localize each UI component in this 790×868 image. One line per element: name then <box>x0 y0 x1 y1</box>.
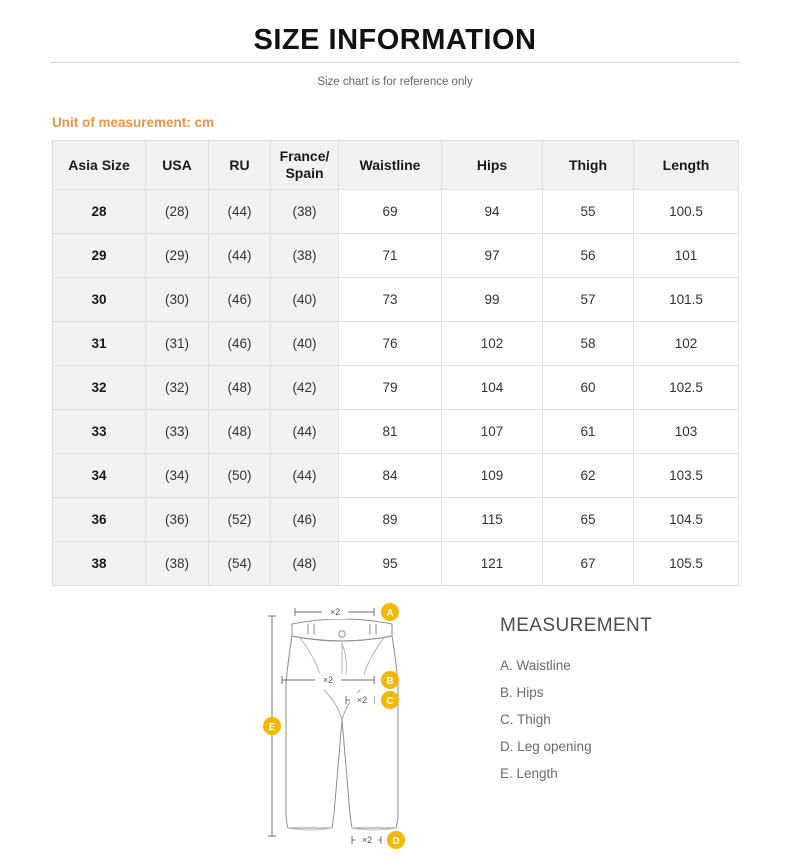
cell-asia-size: 28 <box>53 190 146 234</box>
size-chart-table <box>52 140 739 586</box>
cell-asia-size: 32 <box>53 366 146 410</box>
measurement-legend-item: C. Thigh <box>500 712 551 727</box>
cell-ru: (46) <box>209 322 271 366</box>
diagram-marker-b-label: B <box>386 676 394 687</box>
cell-usa: (34) <box>146 454 209 498</box>
column-header-usa: USA <box>146 141 209 190</box>
cell-usa: (28) <box>146 190 209 234</box>
cell-thigh: 61 <box>543 410 634 454</box>
cell-length: 104.5 <box>634 498 739 542</box>
cell-asia-size: 38 <box>53 542 146 586</box>
column-header-france-line: France/ <box>279 148 330 164</box>
diagram-marker-e <box>263 717 281 735</box>
measurement-legend-item: D. Leg opening <box>500 739 592 754</box>
cell-france-spain: (44) <box>271 454 339 498</box>
cell-ru: (44) <box>209 190 271 234</box>
cell-waistline: 95 <box>339 542 442 586</box>
cell-asia-size: 30 <box>53 278 146 322</box>
cell-france-spain: (48) <box>271 542 339 586</box>
dimension-label-leg-opening: ×2 <box>361 835 373 845</box>
cell-asia-size: 34 <box>53 454 146 498</box>
cell-usa: (32) <box>146 366 209 410</box>
cell-hips: 115 <box>442 498 543 542</box>
table-row <box>53 190 739 234</box>
cell-thigh: 55 <box>543 190 634 234</box>
cell-ru: (52) <box>209 498 271 542</box>
table-row <box>53 410 739 454</box>
dimension-label-thigh: ×2 <box>356 695 368 705</box>
table-row <box>53 454 739 498</box>
cell-waistline: 81 <box>339 410 442 454</box>
table-row <box>53 234 739 278</box>
table-row <box>53 542 739 586</box>
table-row <box>53 366 739 410</box>
table-header-row <box>53 141 739 190</box>
cell-length: 102 <box>634 322 739 366</box>
cell-usa: (31) <box>146 322 209 366</box>
cell-waistline: 89 <box>339 498 442 542</box>
cell-length: 101 <box>634 234 739 278</box>
column-header-waistline: Waistline <box>339 141 442 190</box>
cell-ru: (48) <box>209 366 271 410</box>
measurement-legend-list <box>500 652 760 787</box>
column-header-asia-size: Asia Size <box>53 141 146 190</box>
table-row <box>53 498 739 542</box>
cell-france-spain: (42) <box>271 366 339 410</box>
cell-length: 100.5 <box>634 190 739 234</box>
cell-hips: 109 <box>442 454 543 498</box>
cell-usa: (29) <box>146 234 209 278</box>
cell-thigh: 60 <box>543 366 634 410</box>
measurement-legend-item: E. Length <box>500 766 558 781</box>
cell-asia-size: 33 <box>53 410 146 454</box>
cell-hips: 97 <box>442 234 543 278</box>
cell-thigh: 57 <box>543 278 634 322</box>
measurement-legend-title: MEASUREMENT <box>500 615 653 636</box>
cell-asia-size: 31 <box>53 322 146 366</box>
title-divider <box>50 62 740 63</box>
measurement-legend-item: A. Waistline <box>500 658 571 673</box>
cell-hips: 102 <box>442 322 543 366</box>
cell-usa: (33) <box>146 410 209 454</box>
cell-thigh: 58 <box>543 322 634 366</box>
dimension-label-hips: ×2 <box>322 675 334 685</box>
cell-waistline: 71 <box>339 234 442 278</box>
diagram-marker-b <box>381 671 399 689</box>
cell-waistline: 84 <box>339 454 442 498</box>
cell-thigh: 65 <box>543 498 634 542</box>
diagram-marker-a-label: A <box>386 608 394 619</box>
column-header-length: Length <box>634 141 739 190</box>
diagram-marker-c <box>381 691 399 709</box>
column-header-france-spain <box>271 141 339 190</box>
subtitle: Size chart is for reference only <box>317 76 473 88</box>
cell-usa: (38) <box>146 542 209 586</box>
size-table-container <box>52 140 738 586</box>
column-header-spain-line: Spain <box>285 165 324 181</box>
cell-ru: (46) <box>209 278 271 322</box>
table-body <box>53 190 739 586</box>
cell-thigh: 62 <box>543 454 634 498</box>
cell-ru: (54) <box>209 542 271 586</box>
cell-waistline: 76 <box>339 322 442 366</box>
measurement-section <box>0 600 790 868</box>
cell-ru: (44) <box>209 234 271 278</box>
cell-ru: (48) <box>209 410 271 454</box>
cell-usa: (30) <box>146 278 209 322</box>
cell-france-spain: (40) <box>271 278 339 322</box>
table-row <box>53 322 739 366</box>
cell-waistline: 69 <box>339 190 442 234</box>
measurement-legend <box>500 614 760 787</box>
column-header-hips: Hips <box>442 141 543 190</box>
diagram-marker-c-label: C <box>386 696 394 707</box>
cell-waistline: 73 <box>339 278 442 322</box>
cell-france-spain: (44) <box>271 410 339 454</box>
cell-hips: 121 <box>442 542 543 586</box>
column-header-ru: RU <box>209 141 271 190</box>
cell-length: 101.5 <box>634 278 739 322</box>
cell-ru: (50) <box>209 454 271 498</box>
cell-hips: 107 <box>442 410 543 454</box>
table-row <box>53 278 739 322</box>
diagram-marker-d <box>387 831 405 849</box>
cell-waistline: 79 <box>339 366 442 410</box>
pants-measurement-diagram <box>262 600 422 862</box>
page-title: SIZE INFORMATION <box>253 24 537 56</box>
cell-length: 103 <box>634 410 739 454</box>
diagram-marker-e-label: E <box>268 722 276 733</box>
cell-france-spain: (46) <box>271 498 339 542</box>
cell-length: 103.5 <box>634 454 739 498</box>
cell-hips: 99 <box>442 278 543 322</box>
cell-thigh: 67 <box>543 542 634 586</box>
unit-of-measurement-note: Unit of measurement: cm <box>52 115 215 130</box>
cell-thigh: 56 <box>543 234 634 278</box>
cell-france-spain: (40) <box>271 322 339 366</box>
column-header-thigh: Thigh <box>543 141 634 190</box>
dimension-label-waist: ×2 <box>329 607 341 617</box>
cell-hips: 94 <box>442 190 543 234</box>
cell-length: 102.5 <box>634 366 739 410</box>
cell-length: 105.5 <box>634 542 739 586</box>
cell-hips: 104 <box>442 366 543 410</box>
cell-usa: (36) <box>146 498 209 542</box>
cell-asia-size: 29 <box>53 234 146 278</box>
cell-france-spain: (38) <box>271 190 339 234</box>
cell-asia-size: 36 <box>53 498 146 542</box>
measurement-legend-item: B. Hips <box>500 685 544 700</box>
cell-france-spain: (38) <box>271 234 339 278</box>
diagram-marker-a <box>381 603 399 621</box>
diagram-marker-d-label: D <box>392 836 400 847</box>
